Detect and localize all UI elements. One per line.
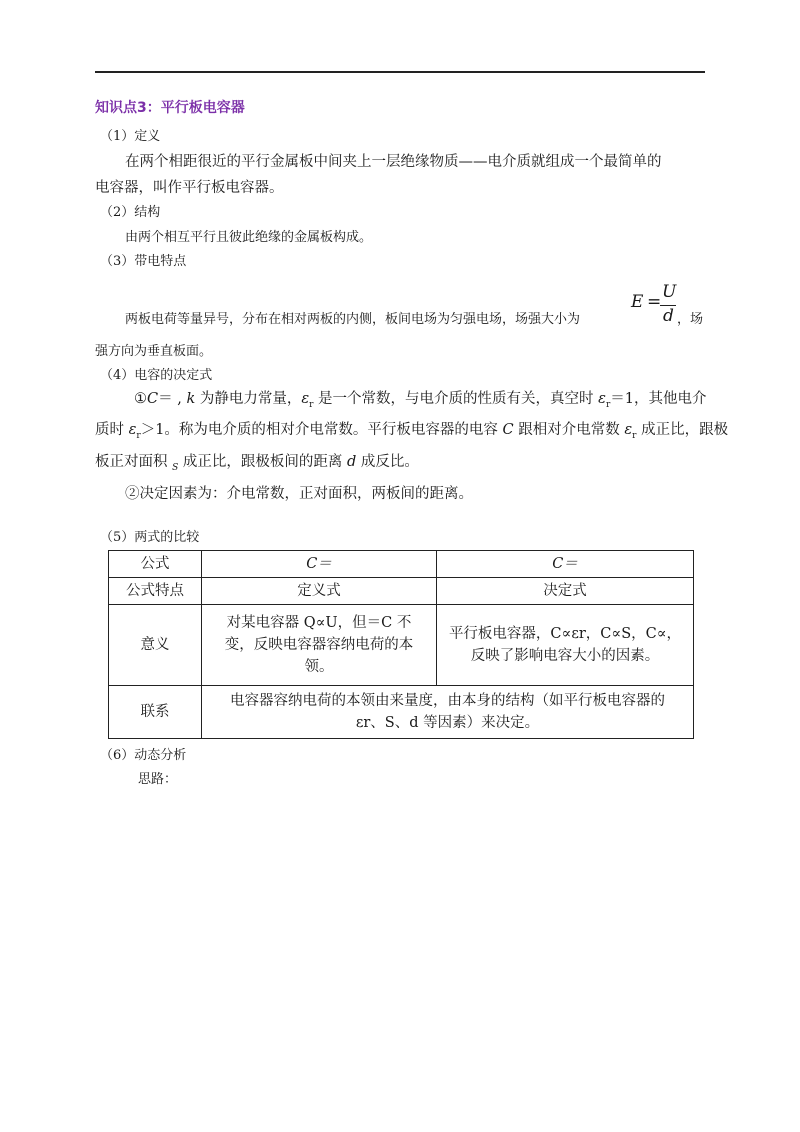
definition-line-1: 在两个相距很近的平行金属板中间夹上一层绝缘物质——电介质就组成一个最简单的 — [125, 154, 662, 170]
table-cell: 联系 — [109, 686, 202, 739]
cell-line: 领。 — [304, 659, 334, 675]
table-cell: C＝ — [202, 551, 437, 578]
cell-line: 对某电容器 Q∝U，但＝C 不 — [226, 615, 412, 631]
capacitance-factors: ②决定因素为：介电常数，正对面积，两板间的距离。 — [125, 486, 473, 502]
definition-line-2: 电容器，叫作平行板电容器。 — [95, 180, 284, 196]
capacitance-line-2: 质时 $\varepsilon_r>1$。称为电介质的相对介电常数。平行板电容器的电容 C 跟相对介电常数 $\varepsilon_r$ 成正比，跟极 — [95, 422, 729, 441]
heading-dynamic-analysis: （6）动态分析 — [100, 748, 187, 763]
charge-line-2: 强方向为垂直板面。 — [95, 344, 213, 359]
comparison-table — [108, 550, 694, 739]
table-cell: C＝ — [437, 551, 694, 578]
charge-line-1-tail: ，场 — [677, 312, 704, 327]
charge-line-1: 两板电荷等量异号，分布在相对两板的内侧，板间电场为匀强电场，场强大小为 — [125, 312, 581, 327]
structure-line: 由两个相互平行且彼此绝缘的金属板构成。 — [125, 230, 373, 245]
table-cell: 公式特点 — [109, 578, 202, 605]
heading-structure: （2）结构 — [100, 205, 161, 220]
capacitance-line-3: 板正对面积 $_S$ 成正比，跟极板间的距离 d 成反比。 — [95, 454, 419, 473]
formula-eq: = — [647, 292, 662, 312]
table-cell — [202, 605, 437, 686]
header-rule — [95, 71, 705, 73]
formula-numerator: U — [662, 282, 677, 302]
section-title: 知识点3：平行板电容器 — [95, 100, 245, 116]
capacitance-line-1: ①C＝ , k 为静电力常量，$\varepsilon_r$ 是一个常数，与电介质的性质有关，真空时 $\varepsilon_r=1$，其他电介 — [134, 391, 707, 410]
table-cell: 意义 — [109, 605, 202, 686]
formula-e: E — [631, 292, 644, 312]
cell-line: 反映了影响电容大小的因素。 — [470, 648, 660, 664]
table-row — [109, 578, 694, 605]
cell-line: 电容器容纳电荷的本领由来量度，由本身的结构（如平行板电容器的 — [230, 693, 665, 709]
table-row — [109, 551, 694, 578]
formula-denominator: d — [663, 306, 674, 326]
heading-definition: （1）定义 — [100, 129, 161, 144]
cell-line: 平行板电容器，C∝εr，C∝S，C∝， — [448, 626, 682, 642]
table-cell — [437, 605, 694, 686]
table-row — [109, 605, 694, 686]
heading-comparison: （5）两式的比较 — [100, 530, 200, 545]
cell-line: εr、S、d 等因素）来决定。 — [355, 715, 540, 731]
dynamic-analysis-line: 思路： — [138, 772, 178, 787]
cell-line: 变，反映电容器容纳电荷的本 — [224, 637, 414, 653]
table-cell — [202, 686, 694, 739]
heading-charge-features: （3）带电特点 — [100, 254, 187, 269]
table-cell: 定义式 — [202, 578, 437, 605]
table-row — [109, 686, 694, 739]
table-cell: 公式 — [109, 551, 202, 578]
table-cell: 决定式 — [437, 578, 694, 605]
heading-capacitance: （4）电容的决定式 — [100, 368, 213, 383]
